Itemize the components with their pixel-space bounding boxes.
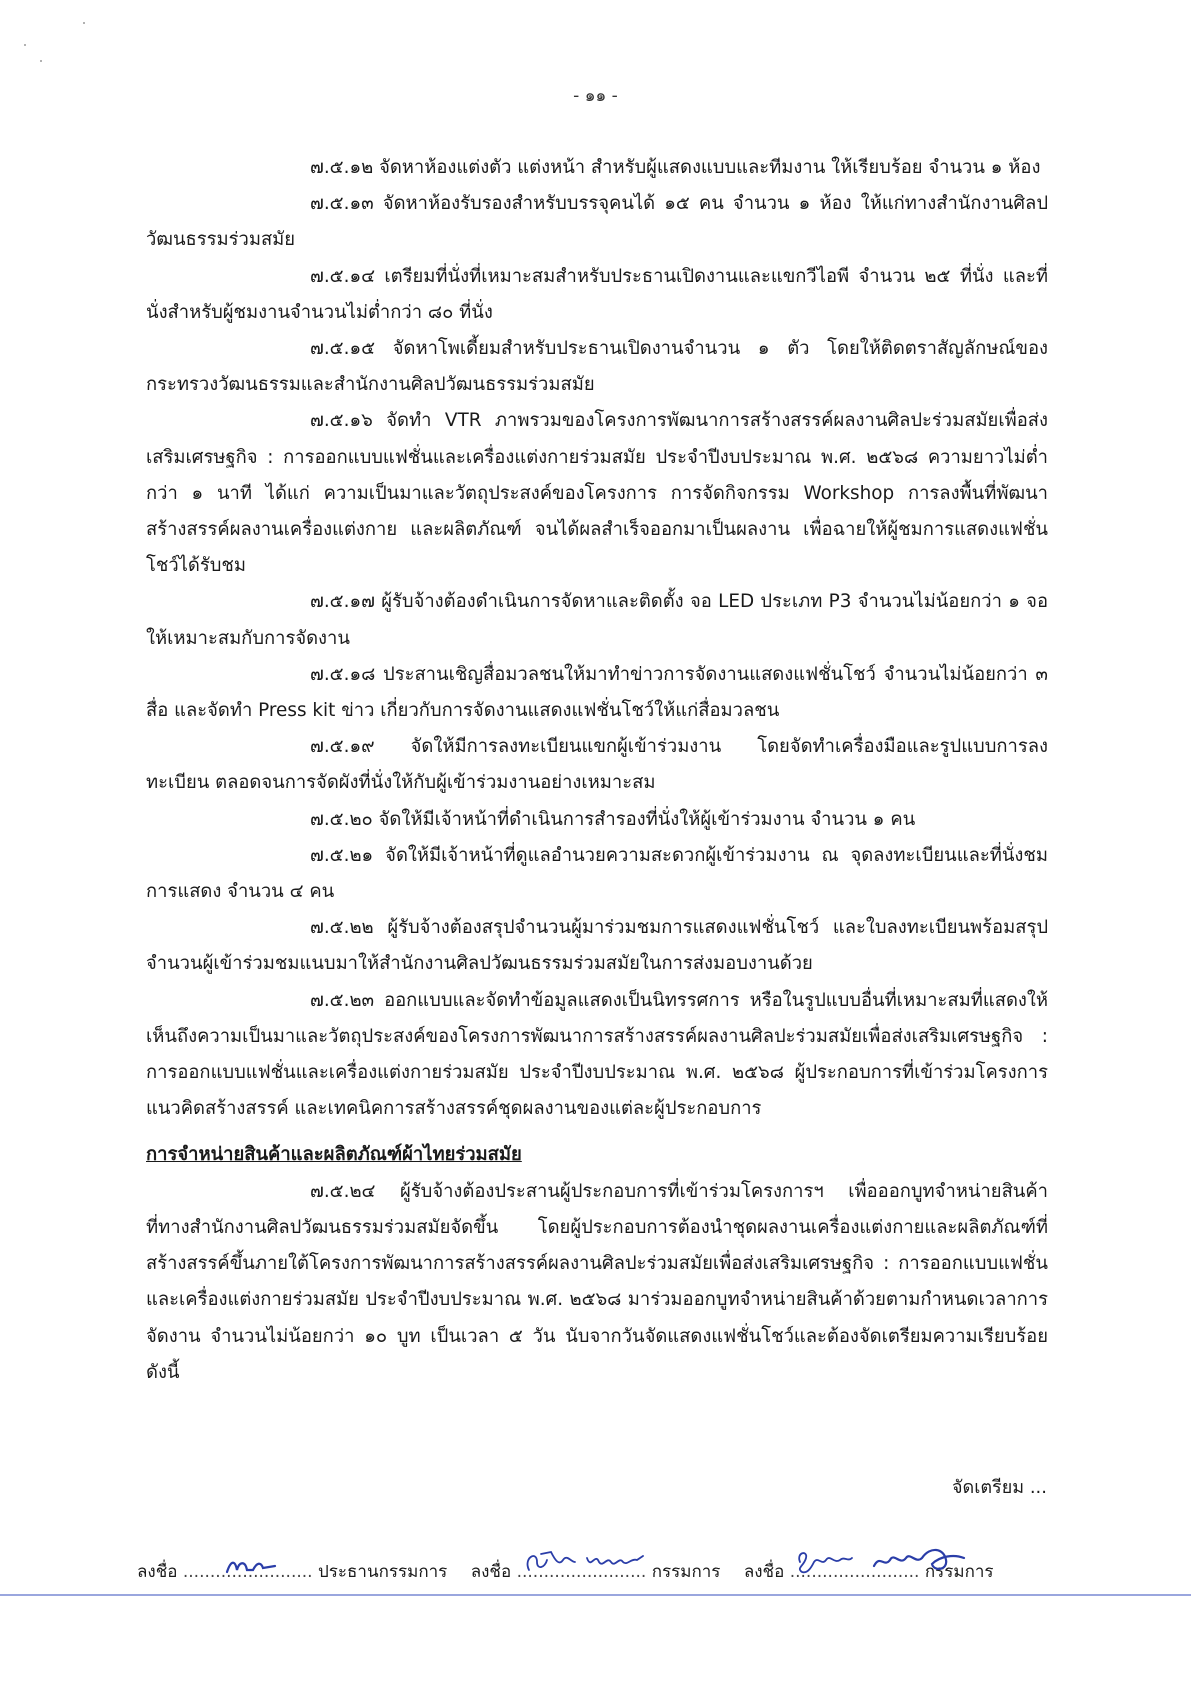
bottom-rule bbox=[0, 1594, 1191, 1596]
paragraph-7-5-24: ๗.๕.๒๔ ผู้รับจ้างต้องประสานผู้ประกอบการที่เข้าร่วมโครงการฯ เพื่อออกบูทจำหน่ายสินค้าที่ทางสำนักงานศิลปวัฒนธรรมร่วมสมัยจัดขึ้น โดยผู้ประกอบการต้องนำชุดผลงานเครื่องแต่งกายและผลิตภัณฑ์ที่สร้างสรรค์ขึ้นภายใต้โครงการพัฒนาการสร้างสรรค์ผลงานศิลปะร่วมสมัยเพื่อส่งเสริมเศรษฐกิจ : การออกแบบแฟชั่นและเครื่องแต่งกายร่วมสมัย ประจำปีงบประมาณ พ.ศ. ๒๕๖๘ มาร่วมออกบูทจำหน่ายสินค้าด้วยตามกำหนดเวลาการจัดงาน จำนวนไม่น้อยกว่า ๑๐ บูท เป็นเวลา ๕ วัน นับจากวันจัดแสดงแฟชั่นโชว์และต้องจัดเตรียมความเรียบร้อย ดังนี้ bbox=[146, 1180, 1048, 1383]
continues-label: จัดเตรียม ... bbox=[951, 1477, 1047, 1498]
signature-field: ........................ bbox=[790, 1562, 920, 1582]
handwritten-signature-icon bbox=[223, 1554, 283, 1578]
paragraph-7-5-17: ๗.๕.๑๗ ผู้รับจ้างต้องดำเนินการจัดหาและติดตั้ง จอ LED ประเภท P3 จำนวนไม่น้อยกว่า ๑ จอ ให้เหมาะสมกับการจัดงาน bbox=[146, 591, 1048, 649]
paragraph-7-5-14: ๗.๕.๑๔ เตรียมที่นั่งที่เหมาะสมสำหรับประธานเปิดงานและแขกวีไอพี จำนวน ๒๕ ที่นั่ง และที่นั่งสำหรับผู้ชมงานจำนวนไม่ต่ำกว่า ๘๐ ที่นั่ง bbox=[146, 265, 1048, 323]
paragraph-7-5-16: ๗.๕.๑๖ จัดทำ VTR ภาพรวมของโครงการพัฒนาการสร้างสรรค์ผลงานศิลปะร่วมสมัยเพื่อส่งเสริมเศรษฐกิจ : การออกแบบแฟชั่นและเครื่องแต่งกายร่วมสมัย ประจำปีงบประมาณ พ.ศ. ๒๕๖๘ ความยาวไม่ต่ำกว่า ๑ นาที ได้แก่ ความเป็นมาและวัตถุประสงค์ของโครงการ การจัดกิจกรรม Workshop การลงพื้นที่พัฒนาสร้างสรรค์ผลงานเครื่องแต่งกาย และผลิตภัณฑ์ จนได้ผลสำเร็จออกมาเป็นผลงาน เพื่อฉายให้ผู้ชมการแสดงแฟชั่นโชว์ได้รับชม bbox=[146, 410, 1048, 577]
scan-speck bbox=[83, 22, 85, 24]
signature-block-member-2 bbox=[744, 1558, 994, 1585]
paragraph-7-5-18: ๗.๕.๑๘ ประสานเชิญสื่อมวลชนให้มาทำข่าวการจัดงานแสดงแฟชั่นโชว์ จำนวนไม่น้อยกว่า ๓ สื่อ และจัดทำ Press kit ข่าว เกี่ยวกับการจัดงานแสดงแฟชั่นโชว์ให้แก่สื่อมวลชน bbox=[146, 663, 1048, 722]
paragraph-7-5-15: ๗.๕.๑๕ จัดหาโพเดี้ยมสำหรับประธานเปิดงานจำนวน ๑ ตัว โดยให้ติดตราสัญลักษณ์ของกระทรวงวัฒนธรรมและสำนักงานศิลปวัฒนธรรมร่วมสมัย bbox=[146, 338, 1048, 396]
paragraph-7-5-22: ๗.๕.๒๒ ผู้รับจ้างต้องสรุปจำนวนผู้มาร่วมชมการแสดงแฟชั่นโชว์ และใบลงทะเบียนพร้อมสรุปจำนวนผู้เข้าร่วมชมแนบมาให้สำนักงานศิลปวัฒนธรรมร่วมสมัยในการส่งมอบงานด้วย bbox=[146, 917, 1048, 975]
signature-field: ........................ bbox=[183, 1562, 313, 1582]
scan-speck bbox=[24, 44, 26, 46]
paragraph-7-5-19: ๗.๕.๑๙ จัดให้มีการลงทะเบียนแขกผู้เข้าร่วมงาน โดยจัดทำเครื่องมือและรูปแบบการลงทะเบียน ตลอดจนการจัดผังที่นั่งให้กับผู้เข้าร่วมงานอย่างเหมาะสม bbox=[146, 736, 1048, 794]
paragraph-7-5-21: ๗.๕.๒๑ จัดให้มีเจ้าหน้าที่ดูแลอำนวยความสะดวกผู้เข้าร่วมงาน ณ จุดลงทะเบียนและที่นั่งชมการแสดง จำนวน ๔ คน bbox=[146, 844, 1048, 903]
signature-block-chair bbox=[137, 1558, 447, 1585]
paragraph-7-5-12: ๗.๕.๑๒ จัดหาห้องแต่งตัว แต่งหน้า สำหรับผู้แสดงแบบและทีมงาน ให้เรียบร้อย จำนวน ๑ ห้อง bbox=[310, 157, 1041, 178]
handwritten-signature-icon bbox=[794, 1544, 994, 1578]
paragraph-7-5-23: ๗.๕.๒๓ ออกแบบและจัดทำข้อมูลแสดงเป็นนิทรรศการ หรือในรูปแบบอื่นที่เหมาะสมที่แสดงให้เห็นถึงความเป็นมาและวัตถุประสงค์ของโครงการพัฒนาการสร้างสรรค์ผลงานศิลปะร่วมสมัยเพื่อส่งเสริมเศรษฐกิจ : การออกแบบแฟชั่นและเครื่องแต่งกายร่วมสมัย ประจำปีงบประมาณ พ.ศ. ๒๕๖๘ ผู้ประกอบการที่เข้าร่วมโครงการ แนวคิดสร้างสรรค์ และเทคนิคการสร้างสรรค์ชุดผลงานของแต่ละผู้ประกอบการ bbox=[146, 989, 1048, 1120]
paragraph-7-5-13: ๗.๕.๑๓ จัดหาห้องรับรองสำหรับบรรจุคนได้ ๑๕ คน จำนวน ๑ ห้อง ให้แก่ทางสำนักงานศิลปวัฒนธรรมร่วมสมัย bbox=[146, 193, 1048, 251]
sign-role: กรรมการ bbox=[651, 1562, 721, 1582]
signature-line bbox=[137, 1558, 1057, 1585]
scan-speck bbox=[40, 60, 42, 62]
body-text bbox=[146, 150, 1048, 1391]
sign-prefix: ลงชื่อ bbox=[743, 1562, 785, 1582]
sign-prefix: ลงชื่อ bbox=[470, 1562, 512, 1582]
section-heading: การจำหน่ายสินค้าและผลิตภัณฑ์ผ้าไทยร่วมสมัย bbox=[146, 1144, 522, 1166]
signature-block-member-1 bbox=[471, 1558, 721, 1585]
paragraph-7-5-20: ๗.๕.๒๐ จัดให้มีเจ้าหน้าที่ดำเนินการสำรองที่นั่งให้ผู้เข้าร่วมงาน จำนวน ๑ คน bbox=[310, 808, 916, 830]
sign-prefix: ลงชื่อ bbox=[137, 1562, 178, 1582]
sign-role: ประธานกรรมการ bbox=[317, 1562, 448, 1582]
signature-field: ........................ bbox=[517, 1562, 647, 1582]
page-number: - ๑๑ - bbox=[573, 86, 618, 106]
handwritten-signature-icon bbox=[521, 1548, 651, 1578]
sign-role: กรรมการ bbox=[924, 1562, 994, 1582]
